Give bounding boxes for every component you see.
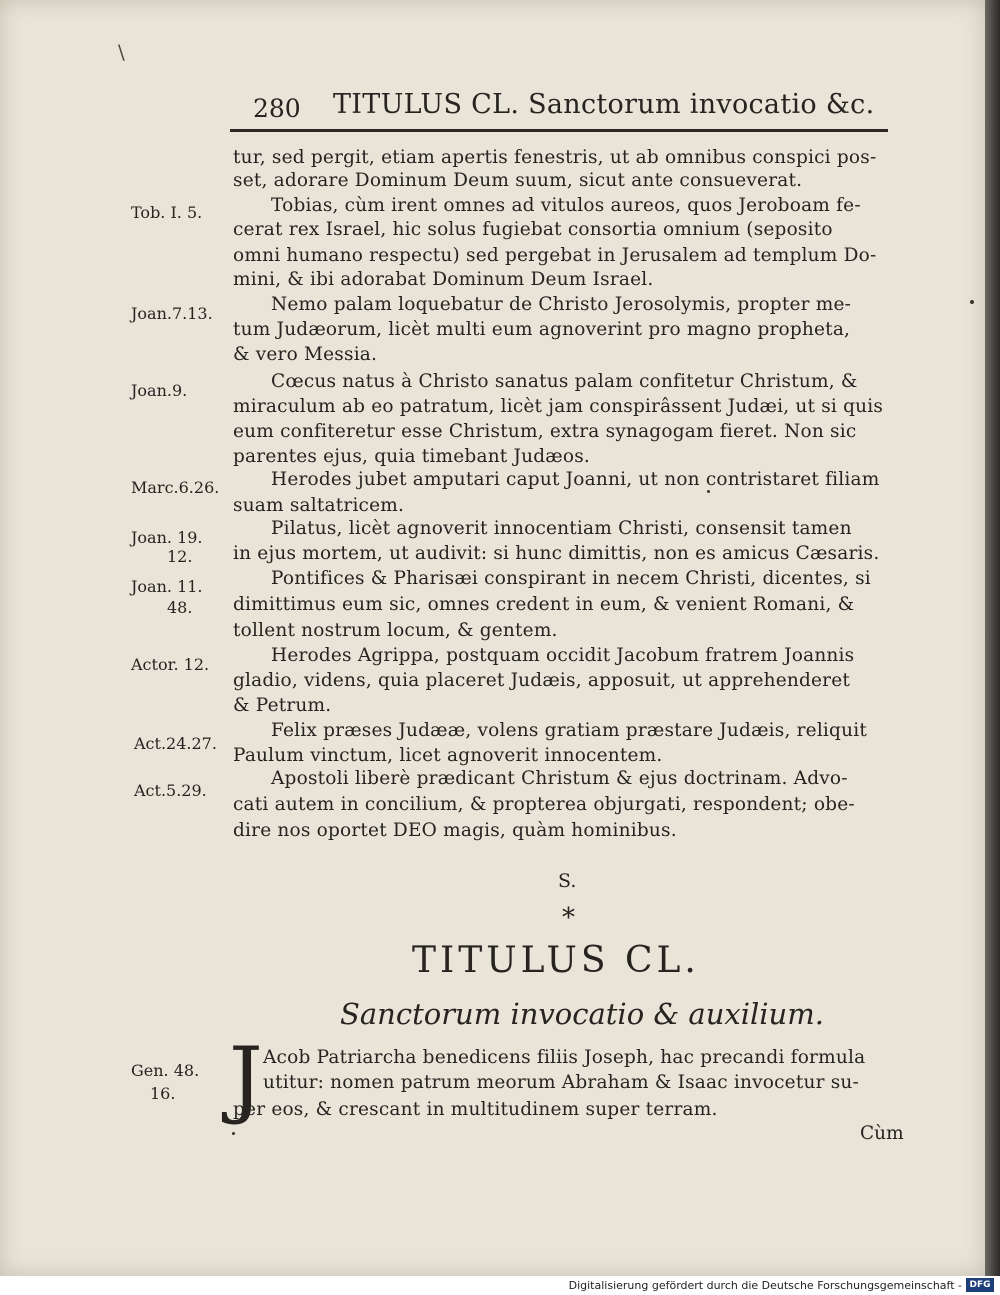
margin-ref-act-5: Act.5.29. xyxy=(134,781,207,800)
entry-9-line-1: Felix præses Judææ, volens gratiam præstare Judæis, reliquit xyxy=(271,720,867,741)
section-subtitle: Sanctorum invocatio & auxilium. xyxy=(340,997,824,1031)
entry-6-line-1: Pilatus, licèt agnoverit innocentiam Christi, consensit tamen xyxy=(271,518,852,539)
entry-3-line-1: Nemo palam loquebatur de Christo Jerosolymis, propter me- xyxy=(271,294,852,315)
catchword: Cùm xyxy=(860,1123,904,1144)
margin-ref-joan-9: Joan.9. xyxy=(131,381,188,400)
entry-7-line-2: dimittimus eum sic, omnes credent in eum, & venient Romani, & xyxy=(233,594,855,615)
corner-mark: \ xyxy=(118,40,125,64)
entry-1-line-1: tur, sed pergit, etiam apertis fenestris, ut ab omnibus conspici pos- xyxy=(233,147,877,168)
page-number: 280 xyxy=(253,94,301,123)
margin-ref-joan-11: Joan. 11. xyxy=(131,577,203,596)
header-rule xyxy=(230,129,888,132)
paper-speck xyxy=(232,1132,235,1135)
entry-7-line-1: Pontifices & Pharisæi conspirant in necem Christi, dicentes, si xyxy=(271,568,871,589)
entry-10-line-2: cati autem in concilium, & propterea objurgati, respondent; obe- xyxy=(233,794,855,815)
entry-2-line-2: cerat rex Israel, hic solus fugiebat consortia omnium (seposito xyxy=(233,219,833,240)
entry-8-line-1: Herodes Agrippa, postquam occidit Jacobum fratrem Joannis xyxy=(271,645,855,666)
margin-ref-tob: Tob. I. 5. xyxy=(131,203,203,222)
book-edge xyxy=(985,0,1000,1276)
entry-7-line-3: tollent nostrum locum, & gentem. xyxy=(233,620,558,641)
entry-2-line-4: mini, & ibi adorabat Dominum Deum Israel. xyxy=(233,269,654,290)
margin-ref-actor-12: Actor. 12. xyxy=(131,655,210,674)
margin-ref-joan-11-verse: 48. xyxy=(167,598,193,617)
entry-2-line-3: omni humano respectu) sed pergebat in Jerusalem ad templum Do- xyxy=(233,245,877,266)
dfg-logo: DFG xyxy=(966,1278,994,1292)
entry-9-line-2: Paulum vinctum, licet agnoverit innocentem. xyxy=(233,745,663,766)
section-letter: S. xyxy=(558,870,577,892)
paper-speck xyxy=(707,490,710,493)
entry-3-line-2: tum Judæorum, licèt multi eum agnoverint pro magno propheta, xyxy=(233,319,851,340)
entry-10-line-3: dire nos oportet DEO magis, quàm hominibus. xyxy=(233,820,677,841)
margin-ref-gen-48: Gen. 48. xyxy=(131,1061,200,1080)
margin-ref-joan-19: Joan. 19. xyxy=(131,528,203,547)
section-asterisk: * xyxy=(562,903,575,933)
margin-ref-marc: Marc.6.26. xyxy=(131,478,220,497)
opening-line-3: per eos, & crescant in multitudinem super terram. xyxy=(233,1099,718,1120)
section-title: TITULUS CL. xyxy=(412,940,700,981)
margin-ref-act-24: Act.24.27. xyxy=(134,734,217,753)
opening-line-2: utitur: nomen patrum meorum Abraham & Isaac invocetur su- xyxy=(263,1072,859,1093)
entry-4-line-2: miraculum ab eo patratum, licèt jam conspirâssent Judæi, ut si quis xyxy=(233,396,884,417)
drop-cap: J xyxy=(229,1029,263,1127)
entry-1-line-2: set, adorare Dominum Deum suum, sicut ante consueverat. xyxy=(233,170,803,191)
entry-3-line-3: & vero Messia. xyxy=(233,344,378,365)
entry-10-line-1: Apostoli liberè prædicant Christum & ejus doctrinam. Advo- xyxy=(271,768,848,789)
margin-ref-gen-48-verse: 16. xyxy=(150,1084,176,1103)
entry-6-line-2: in ejus mortem, ut audivit: si hunc dimittis, non es amicus Cæsaris. xyxy=(233,543,880,564)
paper-speck xyxy=(970,300,974,304)
entry-8-line-3: & Petrum. xyxy=(233,695,332,716)
running-head: TITULUS CL. Sanctorum invocatio &c. xyxy=(333,89,875,120)
opening-line-1: Acob Patriarcha benedicens filiis Joseph, hac precandi formula xyxy=(263,1047,866,1068)
footer-credit: Digitalisierung gefördert durch die Deutsche Forschungsgemeinschaft - xyxy=(568,1279,962,1292)
entry-8-line-2: gladio, videns, quia placeret Judæis, apposuit, ut apprehenderet xyxy=(233,670,851,691)
entry-4-line-3: eum confiteretur esse Christum, extra synagogam fieret. Non sic xyxy=(233,421,857,442)
entry-4-line-1: Cœcus natus à Christo sanatus palam confitetur Christum, & xyxy=(271,371,858,392)
entry-4-line-4: parentes ejus, quia timebant Judæos. xyxy=(233,446,590,467)
entry-5-line-2: suam saltatricem. xyxy=(233,495,405,516)
entry-5-line-1: Herodes jubet amputari caput Joanni, ut non contristaret filiam xyxy=(271,469,880,490)
entry-2-line-1: Tobias, cùm irent omnes ad vitulos aureos, quos Jeroboam fe- xyxy=(271,195,861,216)
margin-ref-joan-19-verse: 12. xyxy=(167,547,193,566)
margin-ref-joan-7: Joan.7.13. xyxy=(131,304,213,323)
